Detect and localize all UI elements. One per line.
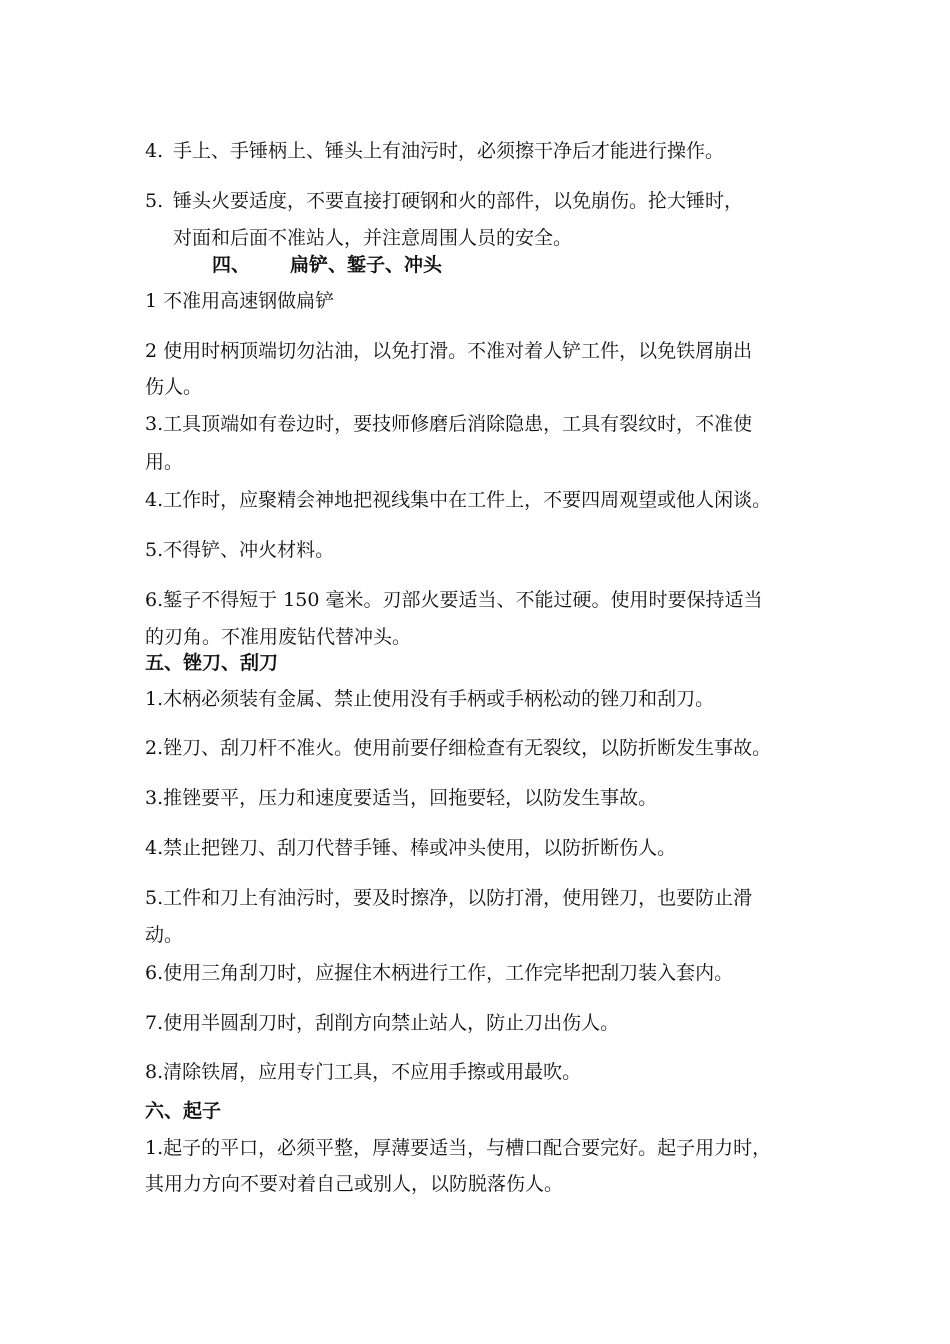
list-item-4 bbox=[145, 139, 724, 163]
paragraph: 1 不准用高速钢做扁铲 bbox=[145, 290, 335, 312]
paragraph: 3.工具顶端如有卷边时，要技师修磨后消除隐患，工具有裂纹时，不准使 bbox=[145, 413, 753, 435]
list-text: 锤头火要适度，不要直接打硬钢和火的部件，以免崩伤。抡大锤时， bbox=[173, 190, 744, 212]
section-title: 扁铲、錾子、冲头 bbox=[290, 254, 443, 276]
list-number: 4. bbox=[145, 140, 164, 162]
paragraph: 2.锉刀、刮刀杆不准火。使用前要仔细检查有无裂纹，以防折断发生事故。 bbox=[145, 737, 772, 759]
paragraph: 8.清除铁屑，应用专门工具，不应用手擦或用最吹。 bbox=[145, 1061, 582, 1083]
section-heading-5: 五、锉刀、刮刀 bbox=[145, 652, 279, 674]
paragraph: 5.工件和刀上有油污时，要及时擦净，以防打滑，使用锉刀，也要防止滑 bbox=[145, 887, 753, 909]
section-number: 四、 bbox=[212, 254, 251, 276]
paragraph: 1.木柄必须装有金属、禁止使用没有手柄或手柄松动的锉刀和刮刀。 bbox=[145, 688, 715, 710]
list-number: 5. bbox=[145, 190, 164, 212]
paragraph: 伤人。 bbox=[145, 376, 203, 398]
section-heading-4 bbox=[212, 253, 442, 277]
paragraph: 4.工作时，应聚精会神地把视线集中在工件上，不要四周观望或他人闲谈。 bbox=[145, 489, 772, 511]
paragraph: 其用力方向不要对着自己或别人，以防脱落伤人。 bbox=[145, 1173, 564, 1195]
paragraph: 6.使用三角刮刀时，应握住木柄进行工作，工作完毕把刮刀装入套内。 bbox=[145, 962, 734, 984]
list-item-5-continuation: 对面和后面不准站人，并注意周围人员的安全。 bbox=[173, 227, 573, 249]
paragraph: 的刃角。不准用废钻代替冲头。 bbox=[145, 626, 412, 648]
paragraph: 6.錾子不得短于 150 毫米。刃部火要适当、不能过硬。使用时要保持适当 bbox=[145, 589, 763, 611]
list-text: 手上、手锤柄上、锤头上有油污时，必须擦干净后才能进行操作。 bbox=[173, 140, 725, 162]
paragraph: 3.推锉要平，压力和速度要适当，回拖要轻，以防发生事故。 bbox=[145, 787, 658, 809]
paragraph: 2 使用时柄顶端切勿沾油，以免打滑。不准对着人铲工件，以免铁屑崩出 bbox=[145, 340, 753, 362]
list-item-5 bbox=[145, 189, 743, 213]
paragraph: 动。 bbox=[145, 924, 184, 946]
paragraph: 用。 bbox=[145, 451, 184, 473]
paragraph: 4.禁止把锉刀、刮刀代替手锤、棒或冲头使用，以防折断伤人。 bbox=[145, 837, 677, 859]
paragraph: 7.使用半圆刮刀时，刮削方向禁止站人，防止刀出伤人。 bbox=[145, 1012, 620, 1034]
section-heading-6: 六、起子 bbox=[145, 1100, 222, 1122]
paragraph: 1.起子的平口，必须平整，厚薄要适当，与槽口配合要完好。起子用力时， bbox=[145, 1137, 772, 1159]
paragraph: 5.不得铲、冲火材料。 bbox=[145, 539, 335, 561]
